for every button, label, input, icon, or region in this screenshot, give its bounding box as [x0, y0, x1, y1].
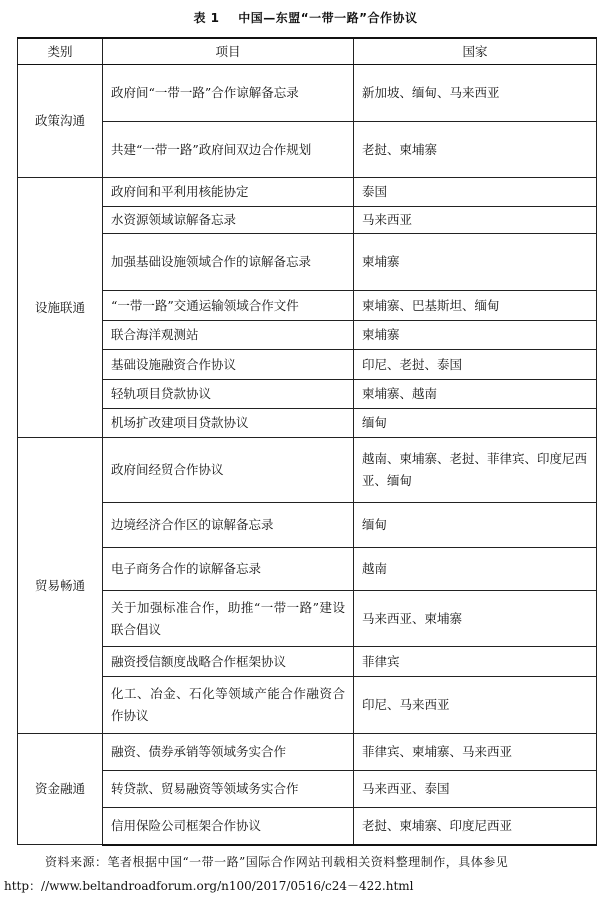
country-cell: 菲律宾、柬埔寨、马来西亚 — [354, 734, 597, 771]
project-cell: 信用保险公司框架合作协议 — [103, 808, 354, 845]
country-cell: 菲律宾 — [354, 647, 597, 677]
category-finance: 资金融通 — [18, 734, 103, 845]
table-row — [18, 380, 597, 409]
table-row — [18, 503, 597, 548]
project-cell: 政府间和平利用核能协定 — [103, 178, 354, 207]
country-cell: 柬埔寨 — [354, 321, 597, 350]
table-row — [18, 321, 597, 350]
country-cell: 老挝、柬埔寨、印度尼西亚 — [354, 808, 597, 845]
country-cell: 缅甸 — [354, 409, 597, 438]
project-cell: 关于加强标准合作，助推“一带一路”建设联合倡议 — [103, 591, 354, 647]
project-cell: “一带一路”交通运输领域合作文件 — [103, 291, 354, 321]
source-note-line1: 资料来源：笔者根据中国“一带一路”国际合作网站刊载相关资料整理制作，具体参见 — [45, 855, 509, 869]
table-row — [18, 808, 597, 845]
table-row — [18, 207, 597, 234]
project-cell: 水资源领域谅解备忘录 — [103, 207, 354, 234]
table-row — [18, 122, 597, 178]
project-cell: 边境经济合作区的谅解备忘录 — [103, 503, 354, 548]
table-label: 表 1 — [193, 11, 220, 25]
table-row — [18, 677, 597, 734]
header-project: 项目 — [103, 38, 354, 65]
category-trade: 贸易畅通 — [18, 438, 103, 734]
country-cell: 老挝、柬埔寨 — [354, 122, 597, 178]
table-row — [18, 548, 597, 591]
table-row — [18, 291, 597, 321]
country-cell: 越南、柬埔寨、老挝、菲律宾、印度尼西亚、缅甸 — [354, 438, 597, 503]
category-policy: 政策沟通 — [18, 65, 103, 178]
country-cell: 马来西亚 — [354, 207, 597, 234]
country-cell: 泰国 — [354, 178, 597, 207]
country-cell: 马来西亚、泰国 — [354, 771, 597, 808]
table-caption — [0, 9, 611, 26]
country-cell: 缅甸 — [354, 503, 597, 548]
project-cell: 政府间经贸合作协议 — [103, 438, 354, 503]
project-cell: 加强基础设施领域合作的谅解备忘录 — [103, 234, 354, 291]
header-country: 国家 — [354, 38, 597, 65]
project-cell: 机场扩改建项目贷款协议 — [103, 409, 354, 438]
project-cell: 转贷款、贸易融资等领域务实合作 — [103, 771, 354, 808]
project-cell: 化工、冶金、石化等领域产能合作融资合作协议 — [103, 677, 354, 734]
table-row — [18, 234, 597, 291]
table-header-row — [18, 38, 597, 65]
table-row — [18, 734, 597, 771]
table-row — [18, 178, 597, 207]
category-facility: 设施联通 — [18, 178, 103, 438]
source-note — [0, 850, 611, 898]
country-cell: 新加坡、缅甸、马来西亚 — [354, 65, 597, 122]
country-cell: 越南 — [354, 548, 597, 591]
table-row — [18, 591, 597, 647]
project-cell: 联合海洋观测站 — [103, 321, 354, 350]
table-title: 中国—东盟“一带一路”合作协议 — [238, 11, 418, 25]
table-row — [18, 65, 597, 122]
cooperation-table — [17, 37, 597, 846]
project-cell: 基础设施融资合作协议 — [103, 350, 354, 380]
table-row — [18, 350, 597, 380]
country-cell: 印尼、马来西亚 — [354, 677, 597, 734]
project-cell: 轻轨项目贷款协议 — [103, 380, 354, 409]
table-row — [18, 409, 597, 438]
project-cell: 融资授信额度战略合作框架协议 — [103, 647, 354, 677]
project-cell: 政府间“一带一路”合作谅解备忘录 — [103, 65, 354, 122]
country-cell: 印尼、老挝、泰国 — [354, 350, 597, 380]
project-cell: 电子商务合作的谅解备忘录 — [103, 548, 354, 591]
project-cell: 融资、债券承销等领域务实合作 — [103, 734, 354, 771]
country-cell: 柬埔寨、巴基斯坦、缅甸 — [354, 291, 597, 321]
country-cell: 柬埔寨 — [354, 234, 597, 291]
table-row — [18, 647, 597, 677]
table-row — [18, 771, 597, 808]
table-row — [18, 438, 597, 503]
country-cell: 马来西亚、柬埔寨 — [354, 591, 597, 647]
source-note-url: http：//www.beltandroadforum.org/n100/2017/0516/c24－422.html — [4, 879, 414, 893]
country-cell: 柬埔寨、越南 — [354, 380, 597, 409]
project-cell: 共建“一带一路”政府间双边合作规划 — [103, 122, 354, 178]
header-category: 类别 — [18, 38, 103, 65]
